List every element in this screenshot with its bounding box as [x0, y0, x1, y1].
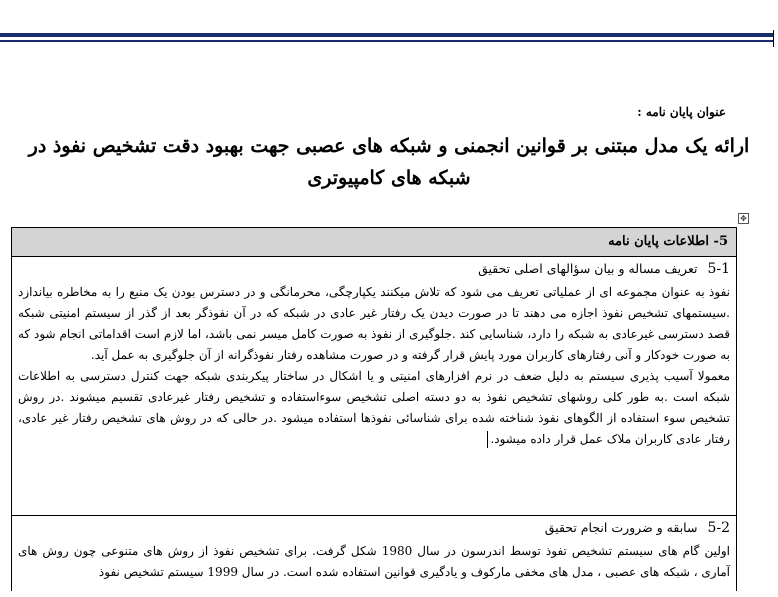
text-cursor: [487, 431, 488, 448]
table-cell-problem-definition[interactable]: [12, 258, 736, 516]
paragraph: نفوذ به عنوان مجموعه ای از عملیاتی تعریف می شود که تلاش میکنند یکپارچگی، محرمانگی و در دسترس بودن یک منبع را به مخاطره بیاندازد .سیستمهای تشخیص نفوذ اجازه می دهند تا در صورت دیدن یک رفتار غیر عادی در شبکه که در آن نفوذگر بعد از گذر از سیستم امنیتی شبکه قصد دسترسی غیرعادی به شبکه را دارد، شناسایی کند .جلوگیری از نفوذ به صورت کامل میسر نمی باشد، اما لازم است اقداماتی انجام شود که به صورت خودکار و آنی رفتارهای کاربران مورد پایش قرار گرفته و در صورت مشاهده رفتار نفوذگرانه از آن جلوگیری به عمل آید.: [18, 285, 730, 362]
section-heading: [18, 517, 730, 539]
header-rule-end: [773, 30, 774, 47]
title-label: عنوان پایان نامه :: [637, 105, 726, 119]
table-move-handle-icon[interactable]: ✥: [738, 213, 749, 224]
paragraph: اولین گام های سیستم تشخیص تفوذ توسط اندرسون در سال 1980 شکل گرفت. برای تشخیص نفوذ از روش های متنوعی چون روش های آماری ، شبکه های عصبی ، مدل های مخفی مارکوف و یادگیری قوانین استفاده شده است. در سال 1999 سیستم تشخیص نفوذ: [18, 544, 730, 579]
thesis-info-table: [11, 227, 737, 591]
paragraph: [18, 366, 730, 450]
table-header-row: [12, 228, 736, 257]
section-title: سابقه و ضرورت انجام تحقیق: [544, 520, 698, 535]
header-rule-thick: [0, 33, 773, 37]
thesis-title: ارائه یک مدل مبتنی بر قوانین انجمنی و شبکه های عصبی جهت بهبود دقت تشخیص نفوذ در شبکه های کامپیوتری: [28, 135, 750, 189]
table-heading: 5- اطلاعات پایان نامه: [608, 234, 728, 249]
section-number: 5-2: [707, 520, 730, 536]
section-title: تعریف مساله و بیان سؤالهای اصلی تحقیق: [478, 261, 698, 276]
table-cell-background[interactable]: [12, 517, 736, 597]
header-rule-thin: [0, 40, 773, 42]
section-heading: [18, 258, 730, 280]
paragraph-text: معمولا آسیب پذیری سیستم به دلیل ضعف در نرم افزارهای امنیتی و یا اشکال در ساختار پیکربندی شبکه جهت کنترل دسترسی به اطلاعات شبکه است .به طور کلی روشهای تشخیص نفوذ به دو دسته اصلی تشخیص سوءاستفاده و تشخیص رفتار غیرعادی تقسیم میشوند .در روش تشخیص سوء استفاده از الگوهای نفوذ شناخته شده برای شناسائی نفوذها استفاده میشود .در حالی که در روش های تشخیص رفتار غیر عادی، رفتار عادی کاربران ملاک عمل قرار داده میشود.: [18, 369, 730, 446]
section-number: 5-1: [707, 261, 730, 277]
